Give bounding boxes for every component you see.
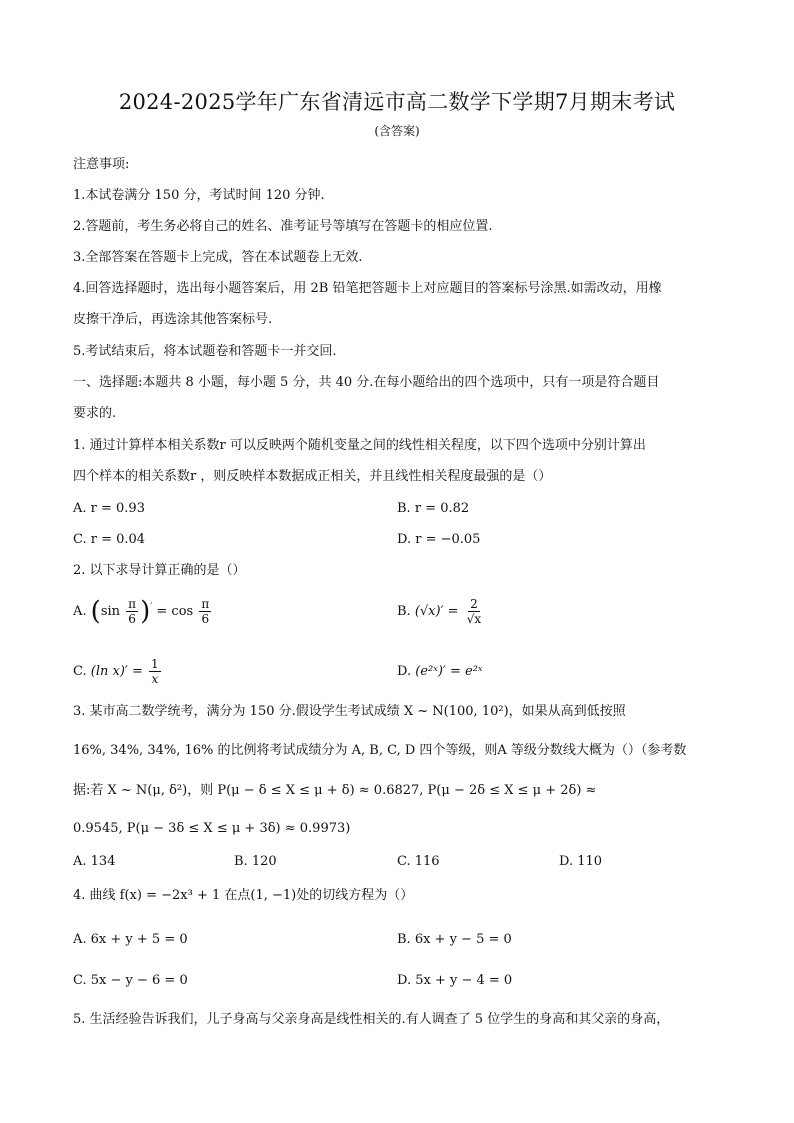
sin-text: sin [100,604,121,619]
question-1-option-c: C. r = 0.04 [73,532,146,547]
section-heading: 一、选择题:本题共 8 小题，每小题 5 分，共 40 分.在每小题给出的四个选项中，只有一项是符合题目 [73,375,660,390]
numerator: π [201,597,210,611]
question-4-option-b: B. 6x + y − 5 = 0 [397,932,512,947]
question-4-stem: 4. 曲线 f(x) = −2x³ + 1 在点(1, −1)处的切线方程为（） [73,888,414,903]
question-4-option-c: C. 5x − y − 6 = 0 [73,973,188,988]
notice-heading: 注意事项: [73,157,130,172]
fraction [199,597,211,626]
notice-item: 1.本试卷满分 150 分，考试时间 120 分钟. [73,188,325,203]
notice-item: 3.全部答案在答题卡上完成，答在本试题卷上无效. [73,250,363,265]
question-5-stem: 5. 生活经验告诉我们，儿子身高与父亲身高是线性相关的.有人调查了 5 位学生的身高和其父亲的身高， [73,1012,670,1027]
numerator: 2 [470,597,478,611]
question-3-stem-cont: 16%, 34%, 34%, 16% 的比例将考试成绩分为 A, B, C, D 四个等级，则A 等级分数线大概为（）（参考数 [73,743,687,758]
denominator: 6 [128,612,136,626]
notice-item: 皮擦干净后，再选涂其他答案标号. [73,312,273,327]
question-1-option-b: B. r = 0.82 [397,501,470,516]
sqrt-derivative: (√x)′ = [414,604,459,619]
fraction [149,657,161,686]
question-3-reference-cont: 0.9545, P(μ − 3δ ≤ X ≤ μ + 3δ) ≈ 0.9973) [73,821,351,836]
option-label: C. [73,664,87,679]
notice-item: 4.回答选择题时，选出每小题答案后，用 2B 铅笔把答题卡上对应题目的答案标号涂黑.如需改动，用橡 [73,281,662,296]
option-label: A. [73,604,87,619]
question-3-option-d: D. 110 [559,854,603,869]
option-label: B. [397,604,411,619]
question-1-stem: 1. 通过计算样本相关系数r 可以反映两个随机变量之间的线性相关程度，以下四个选项中分别计算出 [73,438,646,453]
left-paren: ( [90,596,101,627]
section-heading-cont: 要求的. [73,406,117,421]
denominator: 6 [201,612,210,626]
denominator: √x [466,612,482,626]
numerator: π [128,597,137,611]
question-2-option-d [397,662,483,682]
question-2-option-b [397,597,485,626]
notice-item: 2.答题前，考生务必将自己的姓名、准考证号等填写在答题卡的相应位置. [73,219,493,234]
question-4-option-a: A. 6x + y + 5 = 0 [73,932,188,947]
numerator: 1 [151,657,159,671]
question-3-option-a: A. 134 [73,854,116,869]
ln-derivative: (ln x)′ = [90,664,143,679]
page-subtitle: (含答案) [374,124,420,138]
question-3-reference: 据:若 X ~ N(μ, δ²)，则 P(μ − δ ≤ X ≤ μ + δ) ≈ 0.6827, P(μ − 2δ ≤ X ≤ μ + 2δ) ≈ [73,783,597,798]
option-label: D. [397,664,412,679]
fraction [465,597,483,626]
page-title: 2024-2025学年广东省清远市高二数学下学期7月期末考试 [118,90,676,114]
notice-item: 5.考试结束后，将本试题卷和答题卡一并交回. [73,344,337,359]
question-3-stem: 3. 某市高二数学统考，满分为 150 分.假设学生考试成绩 X ~ N(100, 10²)，如果从高到低按照 [73,704,626,719]
question-4-option-d: D. 5x + y − 4 = 0 [397,973,513,988]
question-2-option-c [73,657,163,686]
question-2-stem: 2. 以下求导计算正确的是（） [73,563,246,578]
question-3-option-c: C. 116 [397,854,440,869]
question-1-option-a: A. r = 0.93 [73,501,145,516]
right-paren: ) [140,596,151,627]
denominator: x [151,672,159,686]
fraction [126,597,138,626]
question-1-option-d: D. r = −0.05 [397,532,481,547]
question-3-option-b: B. 120 [234,854,277,869]
exp-derivative: (e²ˣ)′ = e²ˣ [415,664,483,679]
equals-cos: = cos [156,604,194,619]
prime-mark: ′ [150,602,153,613]
question-1-stem-cont: 四个样本的相关系数r ，则反映样本数据成正相关，并且线性相关程度最强的是（） [73,469,552,484]
question-2-option-a [73,597,213,626]
